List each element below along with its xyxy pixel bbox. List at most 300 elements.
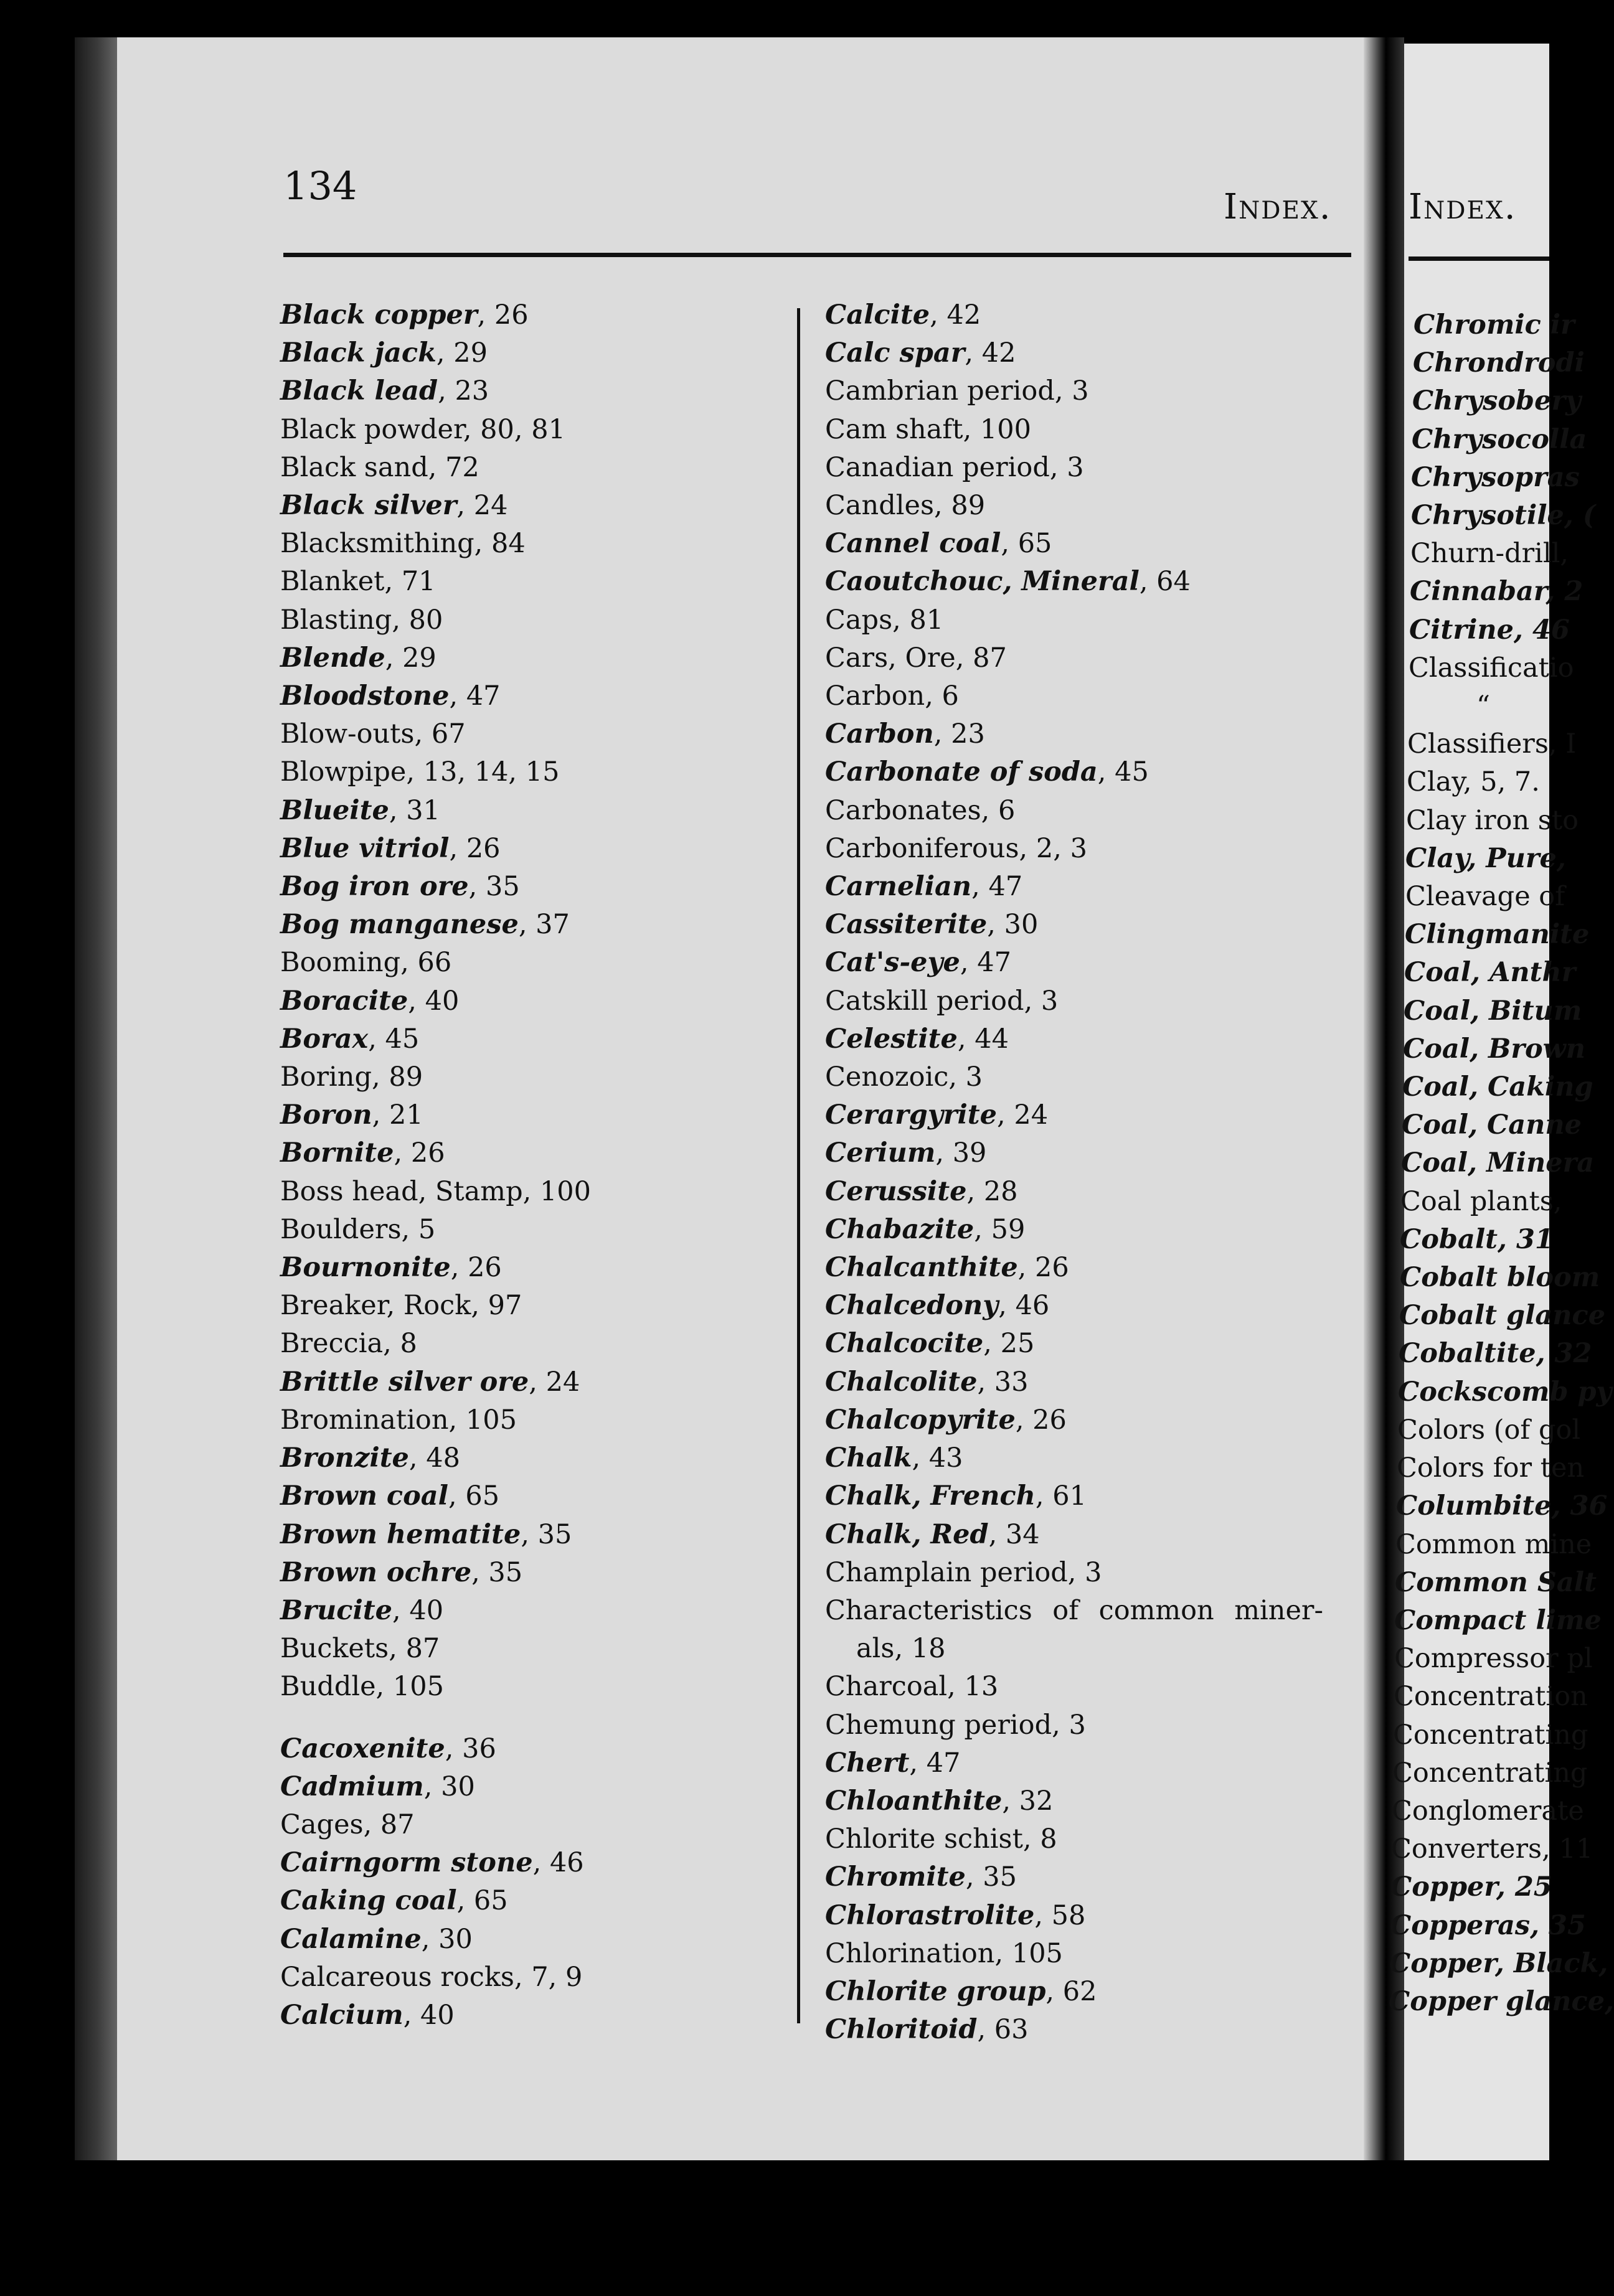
- index-term: Bronzite: [280, 1442, 409, 1474]
- facing-index-term: Colors for ten: [1397, 1452, 1585, 1484]
- index-term: Caking coal: [280, 1885, 457, 1917]
- index-term: Characteristics of common miner-: [825, 1594, 1323, 1626]
- index-page-refs: 97: [488, 1290, 522, 1322]
- facing-index-entry: [1361, 725, 1610, 763]
- facing-index-entry: [1361, 1144, 1610, 1182]
- index-term: Carnelian: [825, 871, 972, 903]
- index-page-refs: 64: [1156, 566, 1191, 598]
- facing-index-term: Copper, Black,: [1389, 1947, 1608, 1979]
- index-term: Chemung period: [825, 1709, 1052, 1741]
- index-page-refs: 3: [1041, 985, 1059, 1017]
- index-entry: Boss head, Stamp, 100: [280, 1175, 592, 1207]
- index-page-refs: 18: [911, 1633, 946, 1665]
- index-term: Chalcocite: [825, 1328, 984, 1360]
- facing-index-entry: [1361, 1907, 1610, 1945]
- index-term: Cassiterite: [825, 909, 988, 941]
- index-page-refs: 47: [988, 871, 1023, 903]
- index-entry: Cerussite, 28: [825, 1175, 1018, 1207]
- index-term: als: [856, 1633, 895, 1665]
- facing-index-entry: [1361, 344, 1610, 382]
- index-page-refs: 87: [405, 1633, 440, 1665]
- facing-index-term: Clay iron sto: [1406, 804, 1579, 836]
- index-entry: Carbonate of soda, 45: [825, 756, 1149, 788]
- index-term: Boron: [280, 1099, 372, 1131]
- facing-index-term: Coal, Bitum: [1404, 995, 1582, 1027]
- index-page-refs: 36: [462, 1733, 496, 1764]
- index-page-refs: 13, 14, 15: [423, 756, 560, 788]
- index-entry: Catskill period, 3: [825, 985, 1059, 1017]
- facing-index-entry: [1361, 878, 1610, 916]
- index-entry: Bournonite, 26: [280, 1252, 502, 1284]
- index-entry: Black jack, 29: [280, 337, 488, 369]
- index-page-refs: 40: [420, 1999, 455, 2031]
- facing-index-term: Coal, Canne: [1402, 1109, 1582, 1141]
- index-entry: Cam shaft, 100: [825, 413, 1031, 445]
- facing-index-term: Columbite, 36: [1396, 1490, 1608, 1522]
- index-page-refs: 6: [998, 794, 1016, 826]
- index-page-refs: 25: [1000, 1328, 1035, 1360]
- facing-index-term: Cinnabar, 2: [1410, 576, 1583, 608]
- index-page-refs: 59: [991, 1213, 1026, 1245]
- index-entry: Caoutchouc, Mineral, 64: [825, 566, 1191, 598]
- index-page-refs: 8: [400, 1328, 417, 1360]
- index-page-refs: 32: [1019, 1785, 1054, 1817]
- index-entry: Blanket, 71: [280, 566, 436, 598]
- index-term: Breccia: [280, 1328, 384, 1360]
- index-term: Blowpipe: [280, 756, 407, 788]
- index-page-refs: 3: [1069, 1709, 1086, 1741]
- index-page-refs: 3: [965, 1061, 983, 1093]
- index-page-refs: 65: [1017, 528, 1052, 560]
- facing-index-entry: [1361, 1297, 1610, 1335]
- facing-index-term: Clay, 5, 7.: [1407, 766, 1540, 798]
- facing-index-entry: [1361, 573, 1610, 611]
- index-entry: Chloritoid, 63: [825, 2014, 1029, 2046]
- index-entry: Blasting, 80: [280, 604, 443, 636]
- index-page-refs: 105: [465, 1404, 517, 1436]
- index-entry: Chlorite group, 62: [825, 1975, 1097, 2007]
- index-entry: Calc spar, 42: [825, 337, 1016, 369]
- index-page-refs: 42: [946, 299, 981, 331]
- index-term: Black lead: [280, 375, 438, 407]
- index-page-refs: 29: [402, 642, 437, 674]
- facing-index-term: Classifiers, I: [1407, 728, 1577, 760]
- index-entry: Brown hematite, 35: [280, 1518, 572, 1550]
- index-entry: Calcareous rocks, 7, 9: [280, 1961, 583, 1993]
- facing-index-term: Coal, Anthr: [1404, 957, 1576, 989]
- index-page-refs: 35: [486, 871, 520, 903]
- index-term: Borax: [280, 1023, 369, 1055]
- facing-index-term: Chrondrodi: [1413, 347, 1585, 379]
- index-entry: Chemung period, 3: [825, 1709, 1086, 1741]
- facing-index-term: Copper, 25: [1390, 1871, 1552, 1903]
- facing-index-entry: [1361, 992, 1610, 1030]
- index-page-refs: 40: [425, 985, 460, 1017]
- index-entry: Caps, 81: [825, 604, 944, 636]
- index-term: Black jack: [280, 337, 437, 369]
- index-term: Celestite: [825, 1023, 958, 1055]
- index-entry: Bornite, 26: [280, 1137, 445, 1169]
- index-entry: Cacoxenite, 36: [280, 1733, 496, 1764]
- index-entry: Breccia, 8: [280, 1328, 417, 1360]
- facing-index-entry: [1361, 1068, 1610, 1106]
- index-entry: Chalcopyrite, 26: [825, 1404, 1067, 1436]
- index-page-refs: 24: [545, 1366, 580, 1398]
- facing-index-entry: [1361, 687, 1610, 725]
- index-term: Chromite: [825, 1861, 966, 1893]
- index-term: Chalcolite: [825, 1366, 978, 1398]
- index-term: Black sand: [280, 451, 428, 483]
- index-entry: Cenozoic, 3: [825, 1061, 983, 1093]
- facing-index-entry: [1361, 1411, 1610, 1449]
- index-term: Caoutchouc, Mineral: [825, 566, 1140, 598]
- index-page-refs: 7, 9: [531, 1961, 583, 1993]
- index-term: Chlorite schist: [825, 1823, 1023, 1855]
- facing-index-term: Conglomerate: [1392, 1795, 1584, 1827]
- index-page-refs: 30: [441, 1771, 475, 1802]
- facing-index-entry: [1361, 1754, 1610, 1792]
- index-term: Cacoxenite: [280, 1733, 445, 1764]
- index-page-refs: 89: [951, 490, 986, 522]
- index-term: Black copper: [280, 299, 478, 331]
- index-term: Blacksmithing: [280, 528, 474, 560]
- index-page-refs: 33: [994, 1366, 1029, 1398]
- index-page-refs: 26: [1032, 1404, 1067, 1436]
- index-entry: Canadian period, 3: [825, 451, 1084, 483]
- index-term: Carbonates: [825, 794, 981, 826]
- facing-index-entry: [1361, 1183, 1610, 1221]
- index-column-middle: [825, 296, 1323, 2049]
- index-entry: Chert, 47: [825, 1747, 961, 1779]
- facing-index-entry: [1361, 1678, 1610, 1716]
- index-page-refs: 47: [977, 947, 1011, 979]
- facing-index-entry: [1361, 535, 1610, 573]
- index-page-refs: 63: [994, 2014, 1029, 2046]
- index-page-refs: 47: [466, 680, 501, 712]
- index-term: Chloritoid: [825, 2014, 978, 2046]
- index-term: Chlorination: [825, 1937, 995, 1969]
- index-page-refs: 87: [973, 642, 1007, 674]
- index-page-refs: 48: [426, 1442, 460, 1474]
- facing-index-term: Colors (of gol: [1397, 1414, 1581, 1446]
- index-entry: Chalk, 43: [825, 1442, 963, 1474]
- index-entry: Brittle silver ore, 24: [280, 1366, 580, 1398]
- index-term: Champlain period: [825, 1556, 1068, 1588]
- index-entry: Charcoal, 13: [825, 1671, 999, 1703]
- index-entry: als, 18: [856, 1633, 946, 1665]
- index-term: Buckets: [280, 1633, 389, 1665]
- index-page-refs: 65: [473, 1885, 508, 1917]
- facing-index-term: Cleavage of: [1405, 881, 1565, 913]
- index-page-refs: 35: [488, 1556, 523, 1588]
- index-page-refs: 100: [979, 413, 1031, 445]
- index-entry: Chlorastrolite, 58: [825, 1899, 1086, 1931]
- index-entry: Chabazite, 59: [825, 1213, 1026, 1245]
- index-entry: Cat's-eye, 47: [825, 947, 1011, 979]
- index-page-refs: 89: [389, 1061, 423, 1093]
- index-entry: Carnelian, 47: [825, 871, 1023, 903]
- index-entry: Carbon, 6: [825, 680, 959, 712]
- index-term: Brittle silver ore: [280, 1366, 529, 1398]
- facing-index-entry: [1361, 421, 1610, 459]
- index-term: Cerium: [825, 1137, 936, 1169]
- facing-index-entry: [1361, 611, 1610, 649]
- facing-index-entry: [1361, 954, 1610, 992]
- facing-index-term: Citrine, 46: [1409, 614, 1570, 646]
- index-term: Blueite: [280, 794, 389, 826]
- facing-index-term: Cobalt bloom: [1400, 1262, 1600, 1294]
- index-term: Blanket: [280, 566, 385, 598]
- index-page-refs: 6: [942, 680, 959, 712]
- index-term: Cages: [280, 1809, 364, 1840]
- index-page-refs: 47: [926, 1747, 961, 1779]
- index-term: Bog iron ore: [280, 871, 469, 903]
- index-term: Bog manganese: [280, 909, 519, 941]
- index-entry: Borax, 45: [280, 1023, 420, 1055]
- index-term: Blue vitriol: [280, 832, 450, 864]
- index-page-refs: 39: [952, 1137, 987, 1169]
- index-term: Chalk, French: [825, 1480, 1036, 1512]
- index-entry: Brown coal, 65: [280, 1480, 500, 1512]
- index-page-refs: 26: [494, 299, 529, 331]
- index-term: Blasting: [280, 604, 392, 636]
- facing-index-term: Coal, Minera: [1401, 1147, 1595, 1179]
- index-term: Cars, Ore: [825, 642, 956, 674]
- facing-index-entry: [1361, 1640, 1610, 1678]
- facing-index-term: Churn-drill,: [1410, 538, 1569, 570]
- index-entry: Chloanthite, 32: [825, 1785, 1054, 1817]
- facing-index-entry: [1361, 1564, 1610, 1602]
- facing-index-entry: [1361, 1830, 1610, 1868]
- index-page-refs: 34: [1005, 1518, 1040, 1550]
- index-term: Chert: [825, 1747, 910, 1779]
- facing-index-entry: [1361, 1945, 1610, 1983]
- index-entry: Calcium, 40: [280, 1999, 455, 2031]
- facing-index-entry: [1361, 1487, 1610, 1525]
- index-term: Chalk, Red: [825, 1518, 989, 1550]
- index-term: Calc spar: [825, 337, 965, 369]
- index-page-refs: 84: [491, 528, 526, 560]
- index-term: Chalk: [825, 1442, 912, 1474]
- index-term: Charcoal: [825, 1671, 948, 1703]
- index-entry: Chalk, Red, 34: [825, 1518, 1040, 1550]
- facing-index-entry: [1361, 1106, 1610, 1144]
- facing-index-term: Compressor pl: [1394, 1643, 1593, 1675]
- index-entry: Blueite, 31: [280, 794, 440, 826]
- index-entry: Chalcocite, 25: [825, 1328, 1035, 1360]
- index-page-refs: 37: [536, 909, 570, 941]
- index-entry: Cassiterite, 30: [825, 909, 1039, 941]
- index-entry: Carbon, 23: [825, 718, 985, 750]
- facing-index-entry: [1361, 1792, 1610, 1830]
- page-number: 134: [283, 163, 357, 209]
- facing-index-term: Chrysotile, (: [1411, 500, 1596, 532]
- index-page-refs: 87: [380, 1809, 415, 1840]
- index-page-refs: 80, 81: [480, 413, 565, 445]
- index-term: Black silver: [280, 490, 457, 522]
- index-entry: Blowpipe, 13, 14, 15: [280, 756, 560, 788]
- facing-index-term: Cockscomb py: [1398, 1376, 1612, 1408]
- facing-index-entry: [1361, 1221, 1610, 1259]
- column-divider: [797, 308, 800, 2023]
- facing-index-entry: [1361, 649, 1610, 687]
- index-page-refs: 31: [406, 794, 440, 826]
- index-term: Carbonate of soda: [825, 756, 1098, 788]
- index-term: Canadian period: [825, 451, 1050, 483]
- index-page-refs: 23: [951, 718, 985, 750]
- index-entry: Buddle, 105: [280, 1671, 444, 1703]
- index-entry: Cairngorm stone, 46: [280, 1847, 584, 1879]
- index-term: Candles: [825, 490, 935, 522]
- index-page-refs: 13: [964, 1671, 999, 1703]
- facing-index-term: Cobalt, 31: [1400, 1223, 1554, 1255]
- index-term: Blende: [280, 642, 385, 674]
- index-page-refs: 105: [392, 1671, 444, 1703]
- index-page-refs: 26: [468, 1252, 502, 1284]
- index-term: Brown hematite: [280, 1518, 521, 1550]
- facing-index-term: Coal, Caking: [1402, 1071, 1593, 1103]
- facing-index-entry: [1361, 306, 1610, 344]
- index-page-refs: 5: [418, 1213, 436, 1245]
- facing-index-entry: [1361, 1602, 1610, 1640]
- index-term: Cambrian period: [825, 375, 1055, 407]
- facing-index-term: Chrysobery: [1412, 385, 1582, 417]
- index-entry: Bloodstone, 47: [280, 680, 501, 712]
- index-term: Chlorastrolite: [825, 1899, 1035, 1931]
- facing-index-term: Concentration: [1394, 1681, 1588, 1713]
- index-page-refs: 29: [453, 337, 488, 369]
- facing-index-entry: [1361, 1335, 1610, 1373]
- index-entry: Chalcolite, 33: [825, 1366, 1029, 1398]
- index-term: Bournonite: [280, 1252, 451, 1284]
- facing-index-entry: [1361, 840, 1610, 878]
- facing-index-term: Clay, Pure,: [1405, 842, 1566, 874]
- facing-index-entry: [1361, 382, 1610, 420]
- index-entry: Caking coal, 65: [280, 1885, 508, 1917]
- facing-index-term: Chrysocolla: [1412, 423, 1587, 455]
- index-entry: Boron, 21: [280, 1099, 423, 1131]
- index-page-refs: 42: [981, 337, 1016, 369]
- index-term: Booming: [280, 947, 401, 979]
- facing-index-term: Copper glance,: [1389, 1985, 1614, 2017]
- index-entry: Candles, 89: [825, 490, 986, 522]
- index-page-refs: 24: [1014, 1099, 1049, 1131]
- index-entry: Cars, Ore, 87: [825, 642, 1007, 674]
- facing-index-column: [1361, 306, 1614, 2021]
- index-entry: Calcite, 42: [825, 299, 981, 331]
- facing-index-term: Clingmanite: [1405, 919, 1590, 951]
- facing-index-entry: [1361, 1526, 1610, 1564]
- index-term: Calcium: [280, 1999, 404, 2031]
- index-entry: Cannel coal, 65: [825, 528, 1052, 560]
- facing-index-term: Classificatio: [1409, 652, 1574, 684]
- index-entry: Champlain period, 3: [825, 1556, 1102, 1588]
- index-entry: Cerargyrite, 24: [825, 1099, 1049, 1131]
- facing-index-entry: [1361, 1716, 1610, 1754]
- index-term: Cannel coal: [825, 528, 1001, 560]
- index-term: Calamine: [280, 1923, 422, 1955]
- facing-running-head: Index.: [1409, 187, 1517, 227]
- index-term: Carboniferous: [825, 832, 1019, 864]
- index-entry: Black copper, 26: [280, 299, 529, 331]
- index-term: Calcite: [825, 299, 930, 331]
- running-head: Index.: [1224, 187, 1332, 227]
- index-page-refs: 46: [1015, 1290, 1050, 1322]
- index-entry: Bronzite, 48: [280, 1442, 460, 1474]
- index-term: Chloanthite: [825, 1785, 1003, 1817]
- index-entry: Black sand, 72: [280, 451, 479, 483]
- index-entry: Chromite, 35: [825, 1861, 1017, 1893]
- index-page-refs: 58: [1051, 1899, 1086, 1931]
- index-entry: Chalk, French, 61: [825, 1480, 1087, 1512]
- index-page-refs: 65: [465, 1480, 500, 1512]
- index-page-refs: 44: [975, 1023, 1009, 1055]
- index-entry: Carboniferous, 2, 3: [825, 832, 1087, 864]
- index-page-refs: 26: [466, 832, 501, 864]
- index-entry: Blue vitriol, 26: [280, 832, 501, 864]
- index-term: Chlorite group: [825, 1975, 1046, 2007]
- index-term: Boss head, Stamp: [280, 1175, 523, 1207]
- index-page-refs: 2, 3: [1036, 832, 1087, 864]
- facing-index-entry: [1361, 802, 1610, 840]
- facing-index-entry: [1361, 763, 1610, 801]
- index-entry: Booming, 66: [280, 947, 452, 979]
- index-page-refs: 35: [537, 1518, 572, 1550]
- index-term: Chalcanthite: [825, 1252, 1018, 1284]
- facing-index-entry: [1361, 459, 1610, 497]
- index-term: Cadmium: [280, 1771, 424, 1802]
- index-term: Chalcopyrite: [825, 1404, 1016, 1436]
- index-entry: Brown ochre, 35: [280, 1556, 523, 1588]
- index-term: Boulders: [280, 1213, 402, 1245]
- index-entry: Celestite, 44: [825, 1023, 1009, 1055]
- index-term: Blow-outs: [280, 718, 415, 750]
- facing-index-term: Coal, Brown: [1403, 1033, 1586, 1065]
- index-term: Brown ochre: [280, 1556, 472, 1588]
- index-entry: Blow-outs, 67: [280, 718, 466, 750]
- facing-index-term: Chromic ir: [1413, 309, 1575, 341]
- index-page-refs: 26: [410, 1137, 445, 1169]
- index-entry: Cages, 87: [280, 1809, 415, 1840]
- index-page-refs: 23: [455, 375, 489, 407]
- index-page-refs: 71: [401, 566, 436, 598]
- index-entry: Boracite, 40: [280, 985, 460, 1017]
- index-entry: Blacksmithing, 84: [280, 528, 526, 560]
- index-term: Brown coal: [280, 1480, 448, 1512]
- index-term: Bloodstone: [280, 680, 450, 712]
- facing-index-term: Compact lime: [1394, 1604, 1602, 1636]
- index-term: Brucite: [280, 1594, 392, 1626]
- index-entry: Calamine, 30: [280, 1923, 473, 1955]
- index-page-refs: 30: [438, 1923, 473, 1955]
- index-term: Cat's-eye: [825, 947, 960, 979]
- index-term: Cerargyrite: [825, 1099, 998, 1131]
- index-page-refs: 40: [409, 1594, 444, 1626]
- index-entry: Bog manganese, 37: [280, 909, 570, 941]
- index-term: Boring: [280, 1061, 372, 1093]
- header-rule: [283, 253, 1351, 257]
- index-entry: Chlorite schist, 8: [825, 1823, 1057, 1855]
- index-term: Bromination: [280, 1404, 449, 1436]
- index-entry: Chlorination, 105: [825, 1937, 1063, 1969]
- facing-index-entry: [1361, 1983, 1614, 2021]
- index-page-refs: 61: [1052, 1480, 1087, 1512]
- facing-index-entry: [1361, 497, 1610, 535]
- index-term: Cairngorm stone: [280, 1847, 533, 1879]
- index-page-refs: 46: [549, 1847, 584, 1879]
- index-page-refs: 66: [417, 947, 452, 979]
- facing-index-term: “: [1476, 690, 1490, 722]
